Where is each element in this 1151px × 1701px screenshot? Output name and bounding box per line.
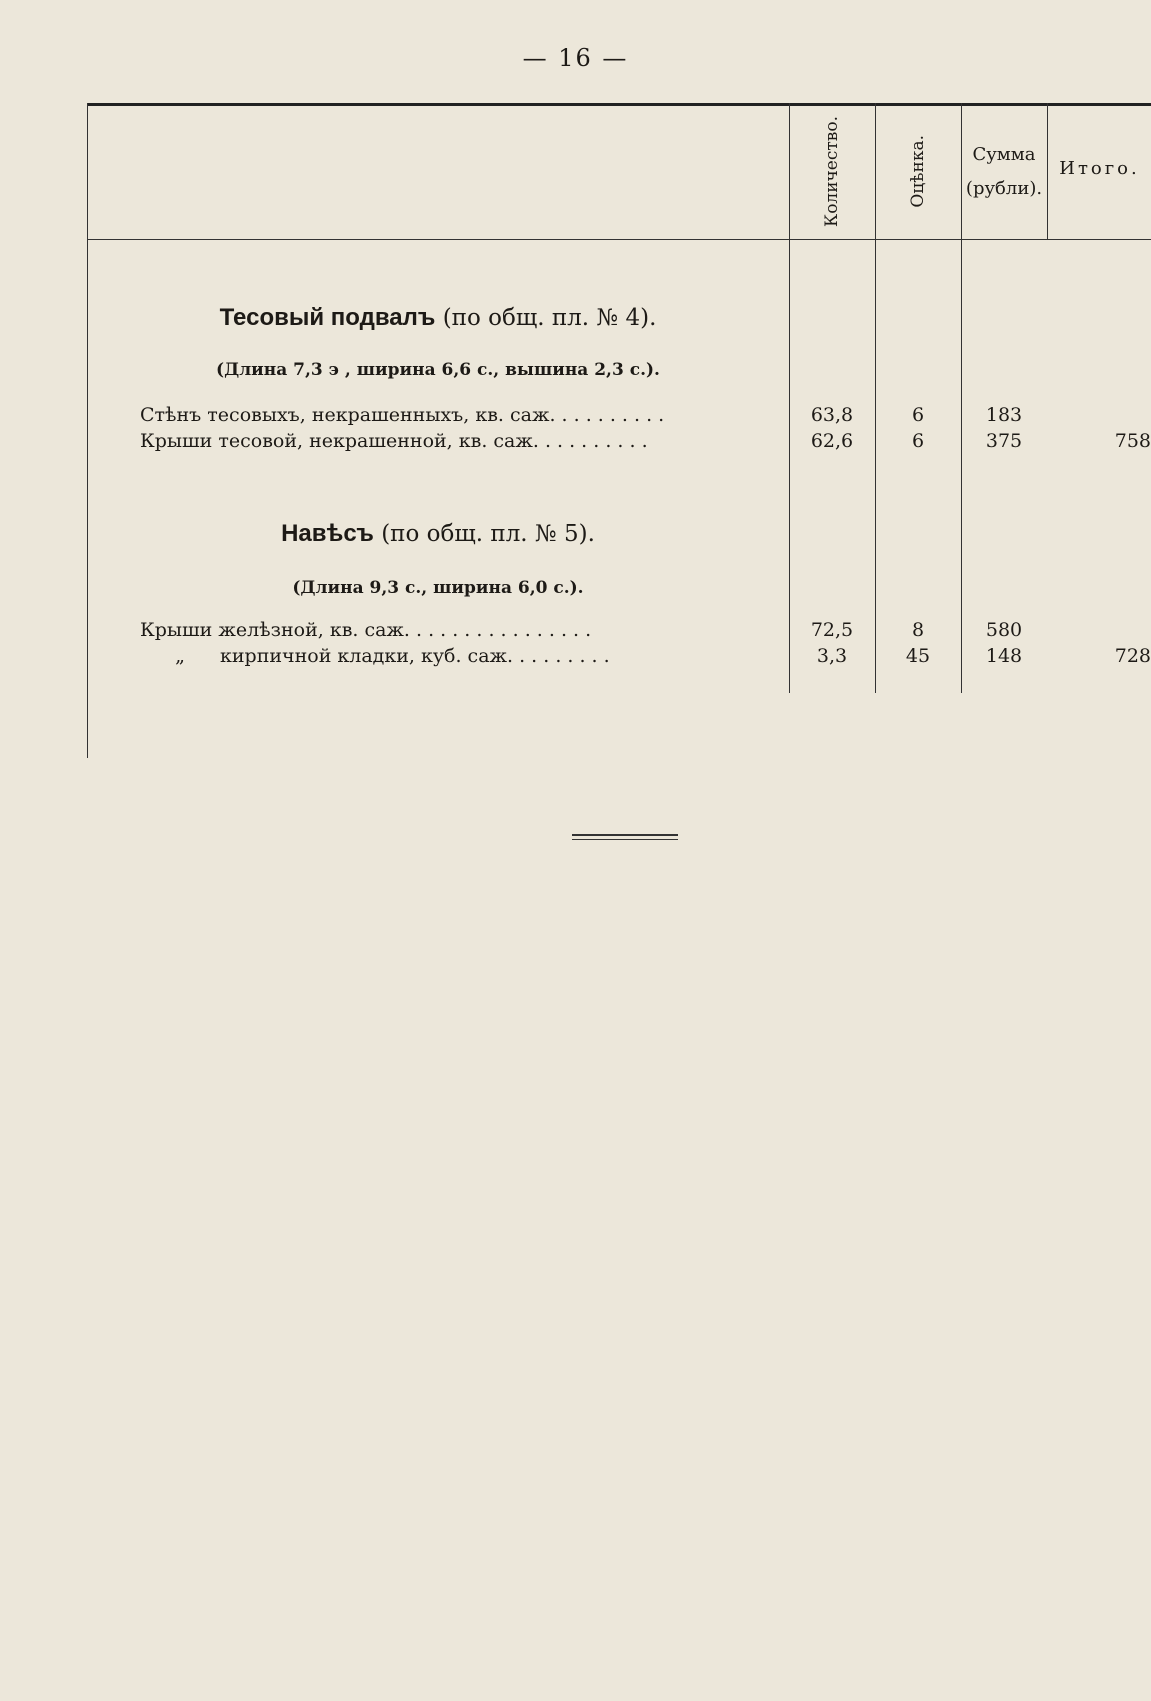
header-valuation bbox=[876, 105, 960, 237]
cell-sum: 375 bbox=[985, 430, 1023, 452]
cell-quantity: 63,8 bbox=[810, 404, 854, 426]
header-valuation-label: Оцѣнка. bbox=[908, 134, 928, 208]
table-row bbox=[140, 645, 1151, 673]
table-row bbox=[140, 430, 1151, 458]
header-quantity-label: Количество. bbox=[822, 115, 842, 227]
cell-sum: 580 bbox=[985, 619, 1023, 641]
row-label: Крыши желѣзной, кв. саж. bbox=[140, 619, 410, 641]
table-left-border bbox=[87, 103, 88, 758]
section-title-bold: Тесовый подвалъ bbox=[219, 304, 436, 331]
cell-valuation: 6 bbox=[911, 404, 925, 426]
table-row bbox=[140, 619, 1151, 647]
header-sum-line1: Сумма bbox=[972, 144, 1036, 165]
section-title-rest: (по общ. пл. № 4). bbox=[442, 305, 657, 331]
section-title-rest: (по общ. пл. № 5). bbox=[381, 521, 595, 547]
cell-sum: 148 bbox=[985, 645, 1023, 667]
header-sum bbox=[962, 138, 1046, 206]
cell-valuation: 8 bbox=[911, 619, 925, 641]
row-label: Крыши тесовой, некрашенной, кв. саж. bbox=[140, 430, 539, 452]
end-rule bbox=[572, 834, 678, 836]
row-label-wrap bbox=[140, 404, 780, 426]
page-number: — 16 — bbox=[522, 44, 629, 72]
header-total: Итого. bbox=[1059, 158, 1140, 179]
cell-sum: 183 bbox=[985, 404, 1023, 426]
row-dots: . . . . . . . . . bbox=[555, 404, 665, 426]
cell-total: 758 bbox=[1114, 430, 1151, 452]
cell-quantity: 3,3 bbox=[816, 645, 848, 667]
header-quantity bbox=[790, 105, 874, 237]
table-header-rule bbox=[87, 239, 1151, 240]
row-label-wrap bbox=[140, 645, 780, 667]
cell-valuation: 6 bbox=[911, 430, 925, 452]
cell-quantity: 62,6 bbox=[810, 430, 854, 452]
cell-quantity: 72,5 bbox=[810, 619, 854, 641]
row-dots: . . . . . . . . bbox=[513, 645, 610, 667]
cell-valuation: 45 bbox=[905, 645, 931, 667]
row-label-wrap bbox=[140, 430, 780, 452]
section-title bbox=[87, 304, 789, 332]
section-title-bold: Навѣсъ bbox=[281, 520, 374, 547]
row-label-wrap bbox=[140, 619, 780, 641]
row-label: Стѣнъ тесовыхъ, некрашенныхъ, кв. саж. bbox=[140, 404, 556, 426]
cell-total: 728 bbox=[1114, 645, 1151, 667]
ditto-mark: „ bbox=[175, 645, 185, 667]
section-title bbox=[87, 520, 789, 548]
row-dots: . . . . . . . . . bbox=[538, 430, 648, 452]
header-sum-line2: (рубли). bbox=[965, 178, 1043, 199]
row-label: кирпичной кладки, куб. саж. bbox=[220, 645, 514, 667]
section-subtitle: (Длина 7,3 э , ширина 6,6 с., вышина 2,3 с.). bbox=[216, 360, 660, 380]
table-top-rule bbox=[87, 103, 1151, 106]
section-subtitle: (Длина 9,3 с., ширина 6,0 с.). bbox=[292, 578, 584, 598]
row-dots: . . . . . . . . . . . . . . . bbox=[409, 619, 592, 641]
end-rule bbox=[572, 839, 678, 840]
table-row bbox=[140, 404, 1151, 432]
